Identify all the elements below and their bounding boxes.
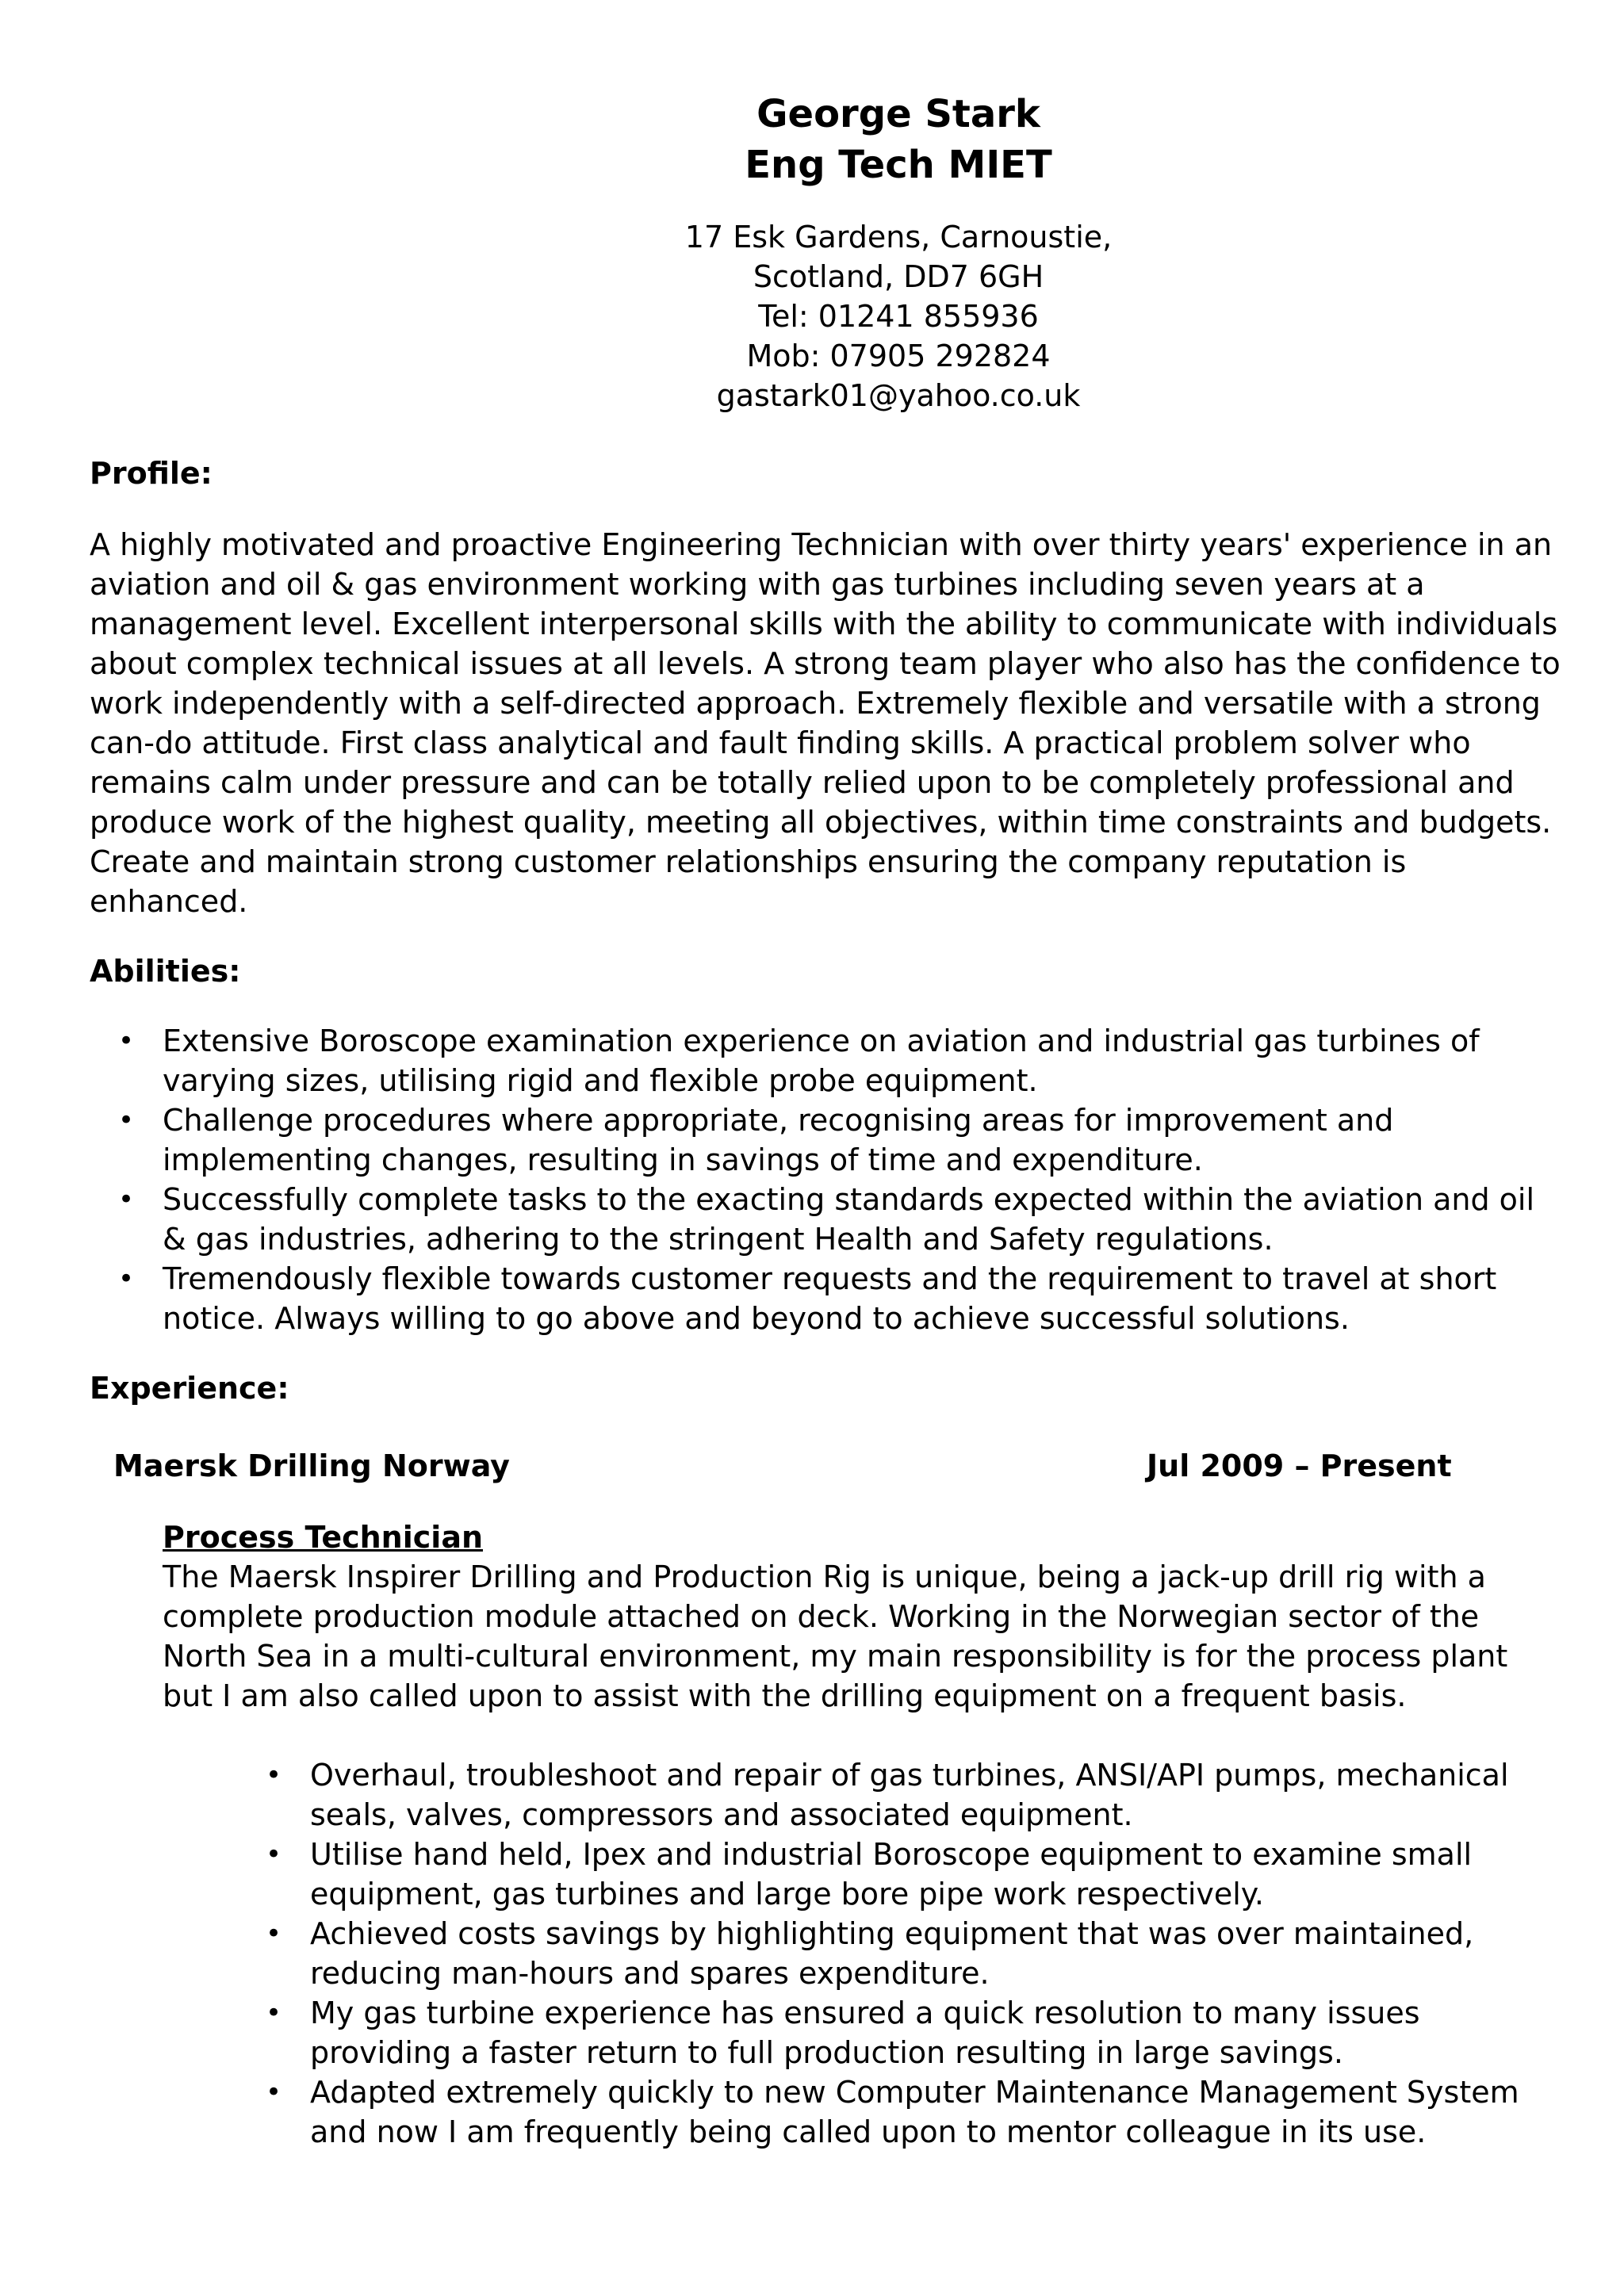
- bullet-icon: •: [118, 1184, 135, 1215]
- duty-text: Utilise hand held, Ipex and industrial Boroscope equipment to examine small equipment, gas turbines and large bore pipe work respectively.: [310, 1837, 1473, 1911]
- name-block: [645, 89, 1152, 190]
- candidate-credentials: Eng Tech MIET: [745, 143, 1052, 187]
- list-item: [163, 1914, 1566, 1993]
- mobile: Mob: 07905 292824: [746, 339, 1051, 373]
- bullet-icon: •: [266, 2076, 282, 2108]
- bullet-icon: •: [118, 1263, 135, 1295]
- job-duties-list: [163, 1755, 1566, 2152]
- ability-text: Extensive Boroscope examination experience on aviation and industrial gas turbines of varying sizes, utilising rigid and flexible probe equipment.: [163, 1024, 1480, 1098]
- job-body: [163, 1517, 1566, 2152]
- email: gastark01@yahoo.co.uk: [716, 378, 1081, 413]
- experience-heading: Experience:: [90, 1371, 289, 1406]
- list-item: [90, 1180, 1566, 1259]
- list-item: [163, 1835, 1566, 1914]
- job-dates: Jul 2009 – Present: [1147, 1448, 1452, 1483]
- list-item: [163, 1755, 1566, 1835]
- job-title: Process Technician: [163, 1520, 484, 1555]
- bullet-icon: •: [266, 1918, 282, 1950]
- duty-text: My gas turbine experience has ensured a quick resolution to many issues providing a faster return to full production resulting in large savings.: [310, 1996, 1420, 2070]
- duty-text: Overhaul, troubleshoot and repair of gas turbines, ANSI/API pumps, mechanical seals, valves, compressors and associated equipment.: [310, 1758, 1509, 1832]
- bullet-icon: •: [266, 1839, 282, 1870]
- job-header: [90, 1446, 1548, 1486]
- ability-text: Successfully complete tasks to the exacting standards expected within the aviation and oil & gas industries, adhering to the stringent Health and Safety regulations.: [163, 1182, 1535, 1257]
- duty-text: Adapted extremely quickly to new Computer Maintenance Management System and now I am frequently being called upon to mentor colleague in its use.: [310, 2075, 1519, 2149]
- list-item: [90, 1100, 1566, 1180]
- list-item: [90, 1021, 1566, 1100]
- bullet-icon: •: [118, 1025, 135, 1057]
- profile-text: A highly motivated and proactive Engineering Technician with over thirty years' experience in an aviation and oil & gas environment working with gas turbines including seven years at a management level. Excellent interpersonal skills with the ability to communicate with individuals about complex technical issues at all levels. A strong team player who also has the confidence to work independently with a self-directed approach. Extremely flexible and versatile with a strong can-do attitude. First class analytical and fault finding skills. A practical problem solver who remains calm under pressure and can be totally relied upon to be completely professional and produce work of the highest quality, meeting all objectives, within time constraints and budgets. Create and maintain strong customer relationships ensuring the company reputation is enhanced.: [90, 527, 1561, 919]
- list-item: [163, 2072, 1566, 2152]
- profile-heading: Profile:: [90, 456, 213, 491]
- candidate-name: George Stark: [756, 92, 1040, 136]
- job-company: Maersk Drilling Norway: [113, 1448, 510, 1483]
- duty-text: Achieved costs savings by highlighting equipment that was over maintained, reducing man-hours and spares expenditure.: [310, 1916, 1474, 1991]
- bullet-icon: •: [266, 1997, 282, 2029]
- job-description: The Maersk Inspirer Drilling and Production Rig is unique, being a jack-up drill rig with a complete production module attached on deck. Working in the Norwegian sector of the North Sea in a multi-cultural environment, my main responsibility is for the process plant but I am also called upon to assist with the drilling equipment on a frequent basis.: [163, 1559, 1508, 1713]
- list-item: [90, 1259, 1566, 1338]
- ability-text: Challenge procedures where appropriate, recognising areas for improvement and implementing changes, resulting in savings of time and expenditure.: [163, 1103, 1394, 1177]
- address-line-1: 17 Esk Gardens, Carnoustie,: [684, 220, 1113, 254]
- abilities-list: [90, 1021, 1566, 1338]
- telephone: Tel: 01241 855936: [758, 299, 1039, 334]
- contact-block: [645, 217, 1152, 415]
- address-line-2: Scotland, DD7 6GH: [753, 259, 1044, 294]
- list-item: [163, 1993, 1566, 2072]
- bullet-icon: •: [266, 1759, 282, 1791]
- abilities-heading: Abilities:: [90, 954, 241, 989]
- ability-text: Tremendously flexible towards customer requests and the requirement to travel at short notice. Always willing to go above and beyond to achieve successful solutions.: [163, 1261, 1497, 1336]
- bullet-icon: •: [118, 1104, 135, 1136]
